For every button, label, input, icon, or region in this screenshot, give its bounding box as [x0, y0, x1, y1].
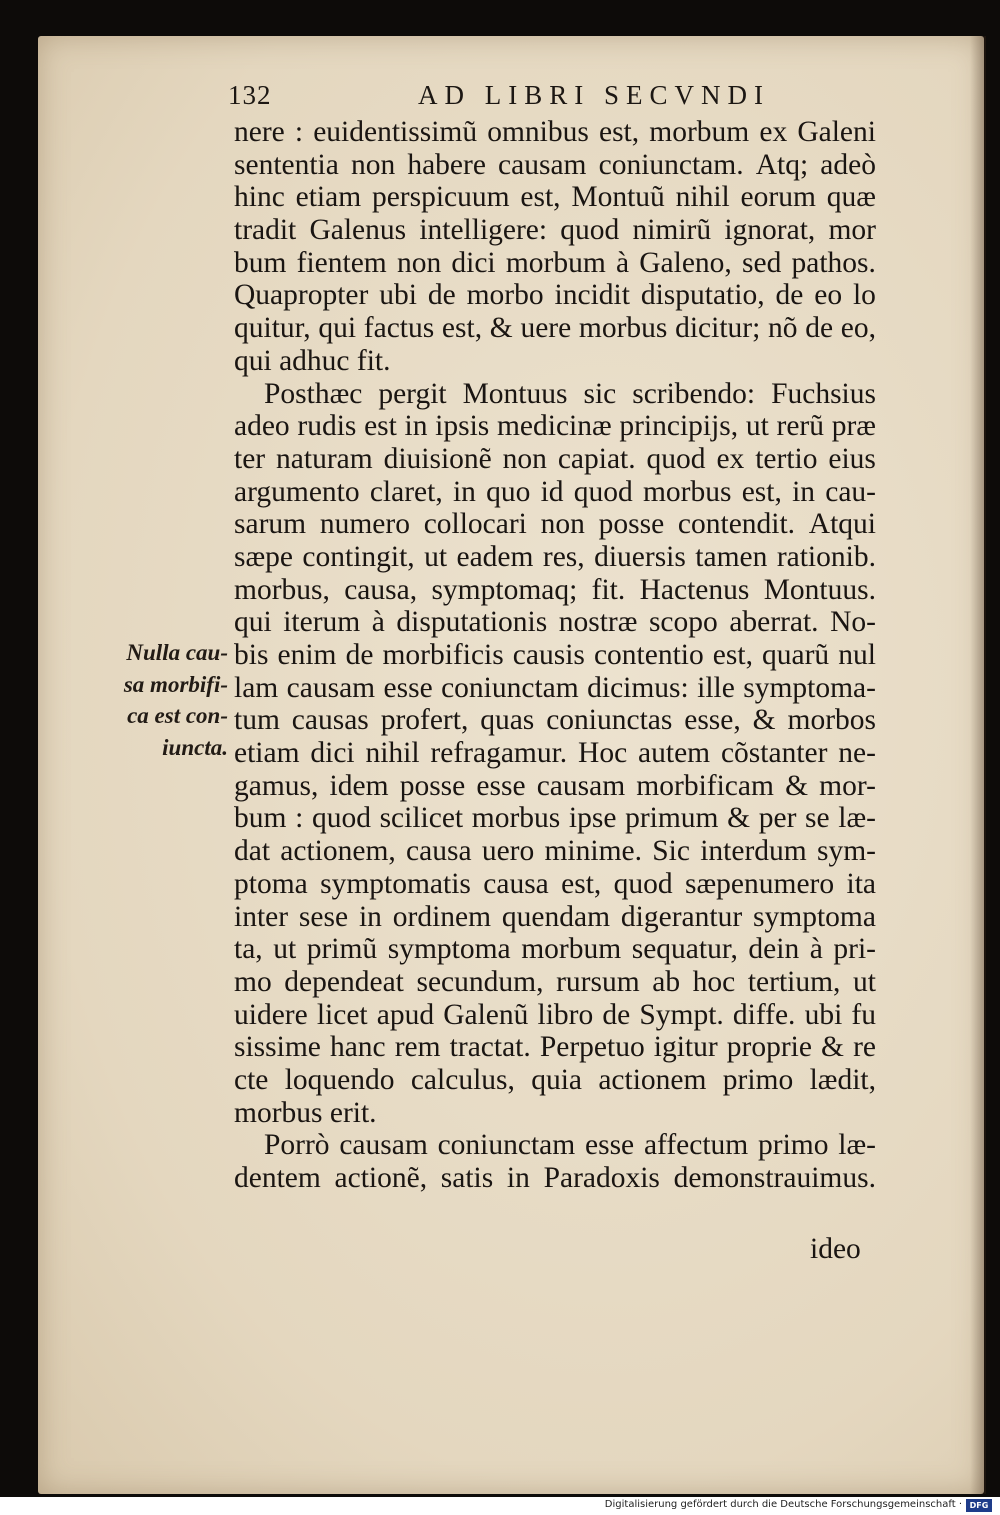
marginal-note-line: ca est con-: [127, 703, 228, 728]
text-line: inter sese in ordinem quendam digerantur symptoma: [234, 900, 876, 933]
marginal-note-line: Nulla cau-: [126, 640, 228, 665]
text-line: Porrò causam coniunctam esse affectum primo læ-: [264, 1129, 876, 1162]
catchword: ideo: [810, 1233, 861, 1265]
page-edge-shadow: [970, 36, 986, 1494]
text-line: tum causas profert, quas coniunctas esse, & morbos: [234, 704, 876, 737]
marginal-note: [116, 637, 228, 763]
text-line: sissime hanc rem tractat. Perpetuo igitur proprie & re: [234, 1031, 876, 1064]
text-line: sæpe contingit, ut eadem res, diuersis tamen rationib.: [234, 540, 876, 573]
text-line: hinc etiam perspicuum est, Montuũ nihil eorum quæ: [234, 181, 876, 214]
page-header: [228, 80, 948, 120]
text-line: Quapropter ubi de morbo incidit disputatio, de eo lo: [234, 279, 876, 312]
text-line: argumento claret, in quo id quod morbus est, in cau-: [234, 475, 876, 508]
text-line: sarum numero collocari non posse contendit. Atqui: [234, 508, 876, 541]
text-line: nere : euidentissimũ omnibus est, morbum ex Galeni: [234, 116, 876, 148]
page-number: 132: [228, 80, 272, 110]
text-line: ter naturam diuisionẽ non capiat. quod ex tertio eius: [234, 442, 876, 475]
text-line: tradit Galenus intelligere: quod nimirũ ignorat, mor: [234, 214, 876, 247]
text-line: cte loquendo calculus, quia actionem primo lædit,: [234, 1063, 876, 1096]
footer-credit: Digitalisierung gefördert durch die Deutsche Forschungsgemeinschaft ·: [604, 1499, 962, 1510]
text-line: gamus, idem posse esse causam morbificam & mor-: [234, 769, 876, 802]
text-line: bum fientem non dici morbum à Galeno, sed pathos.: [234, 246, 876, 279]
marginal-note-line: iuncta.: [162, 734, 228, 760]
body-text: [234, 116, 876, 1195]
digitization-footer: [0, 1497, 1000, 1515]
text-line: adeo rudis est in ipsis medicinæ principijs, ut rerũ præ: [234, 410, 876, 443]
text-line: mo dependeat secundum, rursum ab hoc tertium, ut: [234, 965, 876, 998]
text-line: bum : quod scilicet morbus ipse primum & per se læ-: [234, 802, 876, 835]
text-line: Posthæc pergit Montuus sic scribendo: Fuchsius: [264, 377, 876, 410]
text-line: ptoma symptomatis causa est, quod sæpenumero ita: [234, 867, 876, 900]
text-line: qui iterum à disputationis nostræ scopo aberrat. No-: [234, 606, 876, 639]
text-line: qui adhuc fit.: [234, 344, 391, 377]
dfg-logo-icon: DFG: [966, 1499, 992, 1512]
marginal-note-line: sa morbifi-: [123, 671, 228, 697]
text-line: dat actionem, causa uero minime. Sic interdum sym-: [234, 835, 876, 868]
text-line: lam causam esse coniunctam dicimus: ille symptoma-: [234, 671, 876, 704]
text-line: etiam dici nihil refragamur. Hoc autem cõstanter ne-: [234, 737, 876, 770]
text-line: quitur, qui factus est, & uere morbus dicitur; nõ de eo,: [234, 312, 876, 345]
text-line: uidere licet apud Galenũ libro de Sympt. diffe. ubi fu: [234, 998, 876, 1031]
text-line: bis enim de morbificis causis contentio est, quarũ nul: [234, 639, 876, 671]
text-line: morbus, causa, symptomaq; fit. Hactenus Montuus.: [234, 573, 876, 606]
text-line: morbus erit.: [234, 1096, 377, 1129]
text-line: sententia non habere causam coniunctam. Atq; adeò: [234, 148, 876, 181]
running-head: AD LIBRI SECVNDI: [418, 80, 770, 110]
text-line: dentem actionẽ, satis in Paradoxis demonstrauimus.: [234, 1162, 876, 1194]
text-line: ta, ut primũ symptoma morbum sequatur, dein à pri-: [234, 933, 876, 966]
